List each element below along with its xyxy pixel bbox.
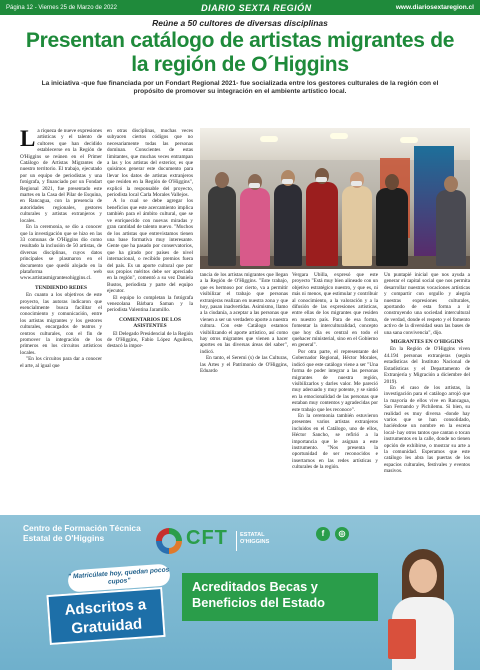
person-figure bbox=[274, 184, 302, 266]
face-mask bbox=[351, 181, 362, 186]
paragraph: En la ceremonia también estuvieron presentes varios artistas extranjeros incluidos en el Catálogo, uno de ellos, Héctor Sancho, se refirió a la importancia que le asignan a este instrumento. "Nos presenta la oportunidad de ser reconocidos e insertarnos en las redes artísticas y culturales de la región. bbox=[292, 412, 378, 471]
cft-logo-icon bbox=[156, 528, 182, 554]
paragraph: En el caso de los artistas, la investigación para el catálogo arrojó que la mayoría de ellos vive en Rancagua, San Fernando y Pichilemu. Si bien, su realidad es muy diversa -donde hay varios que se han consolidado, haciéndose un nombre en la escena local- hay otros tantos que cantan o tocan instrumentos en la calle, donde no tienen opción de exhibirse, o mostrar su arte a la comunidad. Esperamos que este catálogo les abra las puertas de los espacios culturales, festivales y eventos masivos. bbox=[384, 384, 470, 475]
paragraph: Por otra parte, el representante del Gobernador Regional, Héctor Morales, indicó que este catálogo viene a ser "Una forma de poder integrar a las personas migrantes de nuestra región, visibilizarlos y darles valor. Me pareció muy adecuado y muy potente, y se sintió en la emocionalidad de las personas que estaban muy contentos y agradecidas por este trabajo que les reconoce". bbox=[292, 348, 378, 413]
person-head bbox=[385, 174, 399, 190]
person-head bbox=[444, 176, 458, 192]
paragraph: En la ceremonia, se dio a conocer que la investigación que se hizo en las 33 comunas de O'Higgins dio como resultado la inclusión de 50 artistas, de diversas disciplinas, cuyos datos principales se plasmaron en el documento que quedó alojado en la plataforma web www.artistasmigrantesohiggins.cl. bbox=[20, 224, 102, 282]
student-photo bbox=[384, 549, 462, 670]
ad-institution-name: Centro de Formación Técnica Estatal de O'Higgins bbox=[23, 523, 141, 543]
newspaper-name: DIARIO SEXTA REGIÓN bbox=[201, 2, 312, 13]
gratuidad-box: Adscritos a Gratuidad bbox=[46, 587, 165, 645]
student-face bbox=[409, 559, 437, 593]
accreditation-box: Acreditados Becas y Beneficios del Estado bbox=[182, 573, 378, 621]
face-mask bbox=[282, 179, 293, 184]
article-photo bbox=[200, 128, 470, 269]
logo-sub-line: O'HIGGINS bbox=[240, 539, 270, 545]
person-head bbox=[215, 172, 229, 188]
cft-logo-text: CFT bbox=[186, 527, 228, 549]
cft-logo bbox=[150, 523, 278, 557]
face-mask bbox=[249, 183, 260, 188]
ceiling-light bbox=[330, 133, 348, 139]
article-column-3 bbox=[200, 272, 288, 512]
paragraph: en otras disciplinas, muchas veces subyacen ciertos códigos que no necesariamente todas las personas dominan. Conscientes de estas limitantes, que muchas veces entrampan a las y los artistas del exterior, es que quisimos generar este documento para llevar los datos de artistas extranjeros que residen en la Región de O'Higgins", explicó la responsable del proyecto, periodista local Carla Morales Vallejos. bbox=[107, 128, 193, 199]
paragraph: tancia de los artistas migrantes que llegan a la Región de O'Higgins. "Este trabajo, que es hermoso por cierto, va a permitir visibilizar el trabajo que personas extranjeras realizan en nuestra zona y que hoy, pasan inadvertidas. Asimismo, llamo a la ciudanía, a aceptar a las personas que vienen a ser un verdadero aporte a nuestra cultura. Con este Catálogo estamos visibilizando el aporte artístico, así como hay otros migrantes que vienen a hacer aportes en las diversas áreas del saber", indicó. bbox=[200, 272, 288, 355]
person-figure bbox=[306, 182, 338, 266]
paragraph: En la Región de O'Higgins viven 44.194 personas extranjeras (según estadísticas del Instituto Nacional de Estadísticas y el Departamento de Extranjería y Migración a diciembre del 2019). bbox=[384, 346, 470, 385]
subheading: MIGRANTES EN O'HIGGINS bbox=[390, 339, 464, 346]
person-figure bbox=[342, 186, 372, 266]
ceiling-light bbox=[400, 137, 418, 143]
paragraph bbox=[20, 128, 102, 224]
book-icon bbox=[388, 619, 416, 659]
paragraph: Vergara Ubilla, expresó que este proyecto "Está muy bien alineado con un objetivo estratégico nuestro, y que es, ni más ni menos, que estimular y contribuir al conocimiento, a la valoración y a la difusión de las expresiones artísticas, entre ellas de los migrantes que residen en nuestro país. Para de esa forma, fomentar la interculturalidad, concepto que hoy día es central en todo el quehacer ministerial, sino en el Gobierno en general". bbox=[292, 272, 378, 349]
paragraph: Un puntapié inicial que nos ayuda a generar el capital social que nos permita desarrollar nuestras vocaciones artísticas y compartir con orgullo y alegría nuestras expresiones culturales, aportando de esta forma a ir construyendo una sociedad intercultural de verdad, donde el respeto y el fomento activo de la diversidad sean las bases de una sana convivencia", dijo. bbox=[384, 272, 470, 336]
drop-cap: L bbox=[20, 128, 36, 151]
paragraph: A lo cual se debe agregar los beneficios que este acercamiento implica también para el ámbito cultural, que se ve enriquecido con nuevas miradas y gran cantidad de talento nuevo. "Muchos de los artistas que entrevistamos tienen una base formativa muy interesante. Gente que ha pasado por conservatorios, que ha girado por países de nivel internacional, o recibido premios fuera del país. Es un aporte cultural que por sus propios méritos debe ser apreciado en la región", comentó a su vez Daniela Bustos, periodista y parte del equipo ejecutor. bbox=[107, 198, 193, 295]
person-figure bbox=[436, 190, 466, 266]
website-link[interactable]: www.diariosextaregion.cl bbox=[395, 4, 474, 11]
article-column-4 bbox=[292, 272, 378, 512]
paragraph: En cuanto a los objetivos de este proyecto, las autoras indicaron que esencialmente busca facilitar el conocimiento y comunicación, entre los artistas migrantes y los gestores culturales, encargados de teatros y centros culturales, con el fin de promover la integración de los primeros en los circuitos artísticos locales. bbox=[20, 292, 102, 356]
advertisement-banner[interactable] bbox=[0, 515, 480, 670]
ceiling-light bbox=[260, 136, 278, 142]
page-number: Página 12 - Viernes 25 de Marzo de 2022 bbox=[6, 4, 117, 11]
paragraph-text: a riqueza de nueve expresiones artísticas y el talento de cultores que han decidido establecerse en la Región de O'Higgins se reúnen en el Primer Catálogo de Artistas Migrantes de nuestro territorio. El trabajo, ejecutado por un equipo de periodistas y una fotógrafa, y financiado por un Fondart Regional 2021, fue presentado este martes en la Casa del Pilar de Esquina, en Rancagua, con la presencia de autoridades regionales, gestores culturales y artistas extranjeros y locales. bbox=[20, 128, 102, 224]
article-headline: Presentan catálogo de artistas migrantes de la región de O´Higgins bbox=[25, 29, 455, 76]
person-figure bbox=[240, 188, 270, 266]
subheading: TENDIENDO REDES bbox=[35, 284, 87, 291]
enrollment-callout: " Matricúlate hoy, quedan pocos cupos" bbox=[67, 563, 170, 592]
logo-sub-line: ESTATAL bbox=[240, 532, 265, 538]
instagram-icon[interactable]: ◎ bbox=[335, 527, 349, 541]
person-figure bbox=[376, 188, 408, 266]
article-lead: La iniciativa -que fue financiada por un Fondart Regional 2021- fue socializada entre los gestores culturales de la región con el propósito de promover su integración en el ambiente artístico local. bbox=[41, 80, 439, 95]
facebook-icon[interactable]: f bbox=[316, 527, 330, 541]
logo-divider bbox=[236, 531, 237, 551]
subheading: COMENTARIOS DE LOS ASISTENTES bbox=[119, 316, 181, 330]
paragraph: El Delegado Presidencial de la Región de O'Higgins, Fabio López Aguilera, destacó la impor- bbox=[107, 330, 193, 350]
cft-logo-subtitle bbox=[240, 532, 269, 546]
face-mask bbox=[316, 177, 327, 182]
article-column-5 bbox=[384, 272, 470, 512]
article-column-2 bbox=[107, 128, 193, 512]
article-column-1 bbox=[20, 128, 102, 512]
paragraph: "En los circuitos para dar a conocer el arte, al igual que bbox=[20, 356, 102, 369]
paragraph: En tanto, el Seremi (s) de las Culturas, las Artes y el Patrimonio de O'Higgins, Eduardo bbox=[200, 355, 288, 375]
page-header-bar bbox=[0, 0, 480, 15]
person-figure bbox=[208, 186, 236, 266]
article-kicker: Reúne a 50 cultores de diversas disciplinas bbox=[152, 18, 328, 28]
paragraph: El equipo lo completan la fotógrafa venezolana Bárbara Saman y la periodista Valentina Jaramillo. bbox=[107, 294, 193, 314]
